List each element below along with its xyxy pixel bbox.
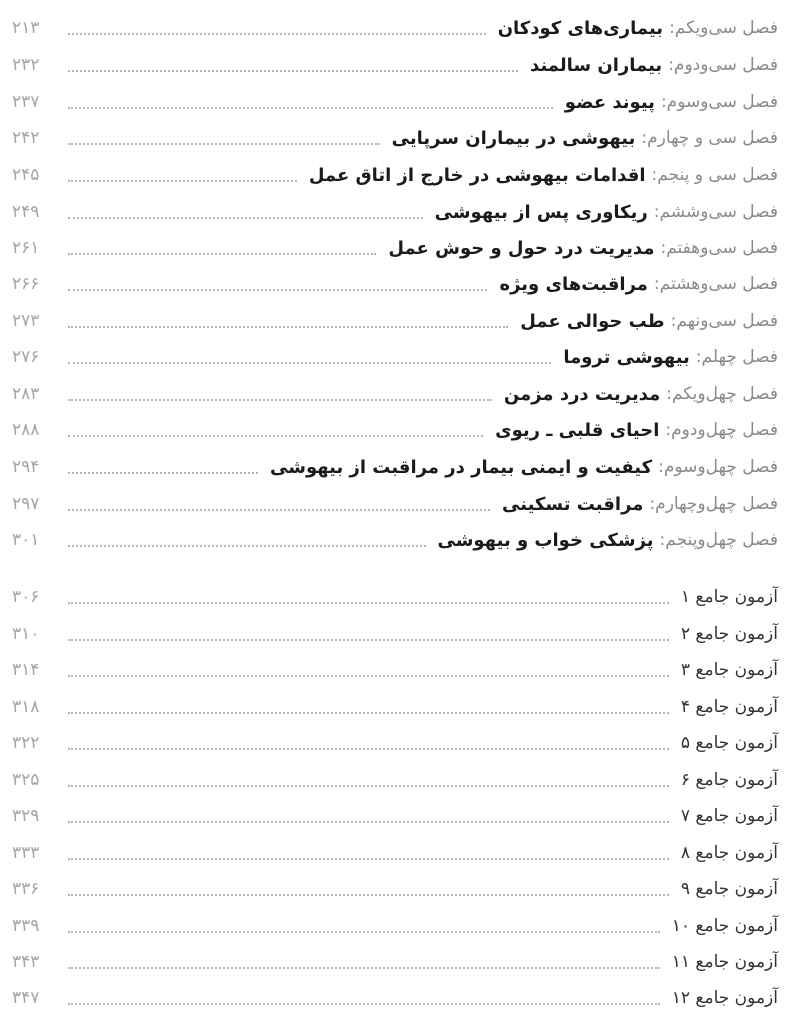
page-number: ۲۱۳ — [12, 18, 40, 38]
chapter-title: بیماران سالمند — [530, 54, 663, 76]
page-number: ۲۹۴ — [12, 457, 40, 477]
dot-leader — [68, 784, 669, 787]
chapter-label: فصل چهل‌ودوم: — [665, 420, 778, 440]
chapter-label: فصل سی‌وهفتم: — [660, 238, 778, 258]
page-number: ۳۴۳ — [12, 952, 40, 972]
toc-row-exam-7[interactable] — [12, 798, 778, 834]
chapter-label: فصل سی و چهارم: — [641, 128, 778, 148]
exam-title: آزمون جامع ۱۱ — [671, 952, 778, 972]
chapter-label: فصل چهل‌ویکم: — [666, 384, 778, 404]
chapter-label: فصل سی و پنجم: — [651, 165, 778, 185]
chapter-label: فصل سی‌ونهم: — [670, 311, 778, 331]
exam-title: آزمون جامع ۶ — [680, 770, 778, 790]
page-number: ۳۱۴ — [12, 660, 40, 680]
chapter-title: طب حوالی عمل — [520, 310, 665, 332]
exam-title: آزمون جامع ۴ — [680, 697, 778, 717]
page-number: ۳۳۹ — [12, 916, 40, 936]
chapter-title: پیوند عضو — [564, 91, 655, 113]
toc-row-chapter-38[interactable] — [12, 266, 778, 302]
chapter-label: فصل چهلم: — [695, 347, 778, 367]
dot-leader — [68, 325, 508, 328]
dot-leader — [68, 711, 669, 714]
dot-leader — [68, 601, 669, 604]
toc-row-chapter-42[interactable] — [12, 412, 778, 448]
toc-row-chapter-39[interactable] — [12, 303, 778, 339]
page-number: ۲۴۵ — [12, 165, 40, 185]
dot-leader — [68, 857, 669, 860]
chapter-label: فصل چهل‌وسوم: — [658, 457, 778, 477]
exam-title: آزمون جامع ۲ — [680, 624, 778, 644]
dot-leader — [68, 361, 551, 364]
toc-row-exam-8[interactable] — [12, 835, 778, 871]
dot-leader — [68, 966, 660, 969]
dot-leader — [68, 674, 669, 677]
chapter-title: کیفیت و ایمنی بیمار در مراقبت از بیهوشی — [270, 456, 653, 478]
exam-title: آزمون جامع ۷ — [680, 806, 778, 826]
dot-leader — [68, 471, 258, 474]
toc-row-exam-12[interactable] — [12, 980, 778, 1016]
exam-title: آزمون جامع ۸ — [680, 843, 778, 863]
toc-row-exam-2[interactable] — [12, 616, 778, 652]
toc-row-chapter-44[interactable] — [12, 486, 778, 522]
toc-row-exam-3[interactable] — [12, 652, 778, 688]
dot-leader — [68, 216, 423, 219]
page-number: ۲۷۶ — [12, 347, 40, 367]
dot-leader — [68, 32, 486, 35]
page-number: ۳۲۲ — [12, 733, 40, 753]
toc-row-chapter-35[interactable] — [12, 157, 778, 193]
toc-row-chapter-36[interactable] — [12, 194, 778, 230]
chapter-title: پزشکی خواب و بیهوشی — [437, 529, 654, 551]
page-number: ۲۶۱ — [12, 238, 40, 258]
chapter-title: ریکاوری پس از بیهوشی — [434, 201, 648, 223]
toc-row-exam-4[interactable] — [12, 689, 778, 725]
dot-leader — [68, 434, 483, 437]
chapter-title: مراقبت‌های ویژه — [499, 273, 648, 295]
toc-row-chapter-31[interactable] — [12, 10, 778, 46]
dot-leader — [68, 1002, 660, 1005]
page-number: ۳۰۱ — [12, 530, 40, 550]
page-number: ۳۴۷ — [12, 988, 40, 1008]
dot-leader — [68, 106, 553, 109]
exam-title: آزمون جامع ۵ — [680, 733, 778, 753]
dot-leader — [68, 820, 669, 823]
toc-row-chapter-37[interactable] — [12, 230, 778, 266]
dot-leader — [68, 893, 669, 896]
toc-row-chapter-45[interactable] — [12, 522, 778, 558]
toc-row-chapter-41[interactable] — [12, 376, 778, 412]
page-number: ۳۳۶ — [12, 879, 40, 899]
dot-leader — [68, 930, 660, 933]
toc-row-chapter-43[interactable] — [12, 449, 778, 485]
page-number: ۲۷۳ — [12, 311, 40, 331]
page-number: ۲۴۹ — [12, 202, 40, 222]
exam-title: آزمون جامع ۳ — [680, 660, 778, 680]
chapter-label: فصل سی‌وهشتم: — [653, 274, 778, 294]
dot-leader — [68, 544, 426, 547]
chapter-label: فصل سی‌وسوم: — [660, 92, 778, 112]
exam-title: آزمون جامع ۱۲ — [671, 988, 778, 1008]
dot-leader — [68, 142, 380, 145]
page-number: ۲۴۲ — [12, 128, 40, 148]
chapter-title: بیماری‌های کودکان — [497, 17, 664, 39]
toc-row-chapter-33[interactable] — [12, 84, 778, 120]
page-number: ۳۱۰ — [12, 624, 40, 644]
page-number: ۲۸۸ — [12, 420, 40, 440]
dot-leader — [68, 747, 669, 750]
dot-leader — [68, 288, 487, 291]
dot-leader — [68, 69, 518, 72]
page-number: ۲۶۶ — [12, 274, 40, 294]
page-number: ۳۰۶ — [12, 587, 40, 607]
chapter-title: مراقبت تسکینی — [502, 493, 644, 515]
toc-row-exam-11[interactable] — [12, 944, 778, 980]
toc-row-exam-9[interactable] — [12, 871, 778, 907]
exam-title: آزمون جامع ۱ — [680, 587, 778, 607]
page-number: ۲۹۷ — [12, 494, 40, 514]
dot-leader — [68, 638, 669, 641]
toc-row-exam-1[interactable] — [12, 579, 778, 615]
toc-row-exam-6[interactable] — [12, 762, 778, 798]
chapter-label: فصل سی‌ویکم: — [669, 18, 778, 38]
chapter-title: اقدامات بیهوشی در خارج از اتاق عمل — [308, 164, 646, 186]
chapter-title: بیهوشی تروما — [563, 346, 690, 368]
chapter-label: فصل چهل‌وچهارم: — [649, 494, 778, 514]
page-number: ۳۳۳ — [12, 843, 40, 863]
toc-row-exam-5[interactable] — [12, 725, 778, 761]
page-number: ۳۲۵ — [12, 770, 40, 790]
exam-title: آزمون جامع ۱۰ — [671, 916, 778, 936]
page-number: ۳۲۹ — [12, 806, 40, 826]
toc-row-exam-10[interactable] — [12, 908, 778, 944]
dot-leader — [68, 398, 492, 401]
dot-leader — [68, 179, 297, 182]
dot-leader — [68, 508, 490, 511]
toc-row-chapter-32[interactable] — [12, 47, 778, 83]
page-number: ۲۸۳ — [12, 384, 40, 404]
chapter-label: فصل چهل‌وپنجم: — [659, 530, 778, 550]
page-number: ۳۱۸ — [12, 697, 40, 717]
toc-row-chapter-34[interactable] — [12, 120, 778, 156]
chapter-title: احیای قلبی ـ ریوی — [495, 419, 660, 441]
chapter-title: مدیریت درد مزمن — [503, 383, 661, 405]
chapter-label: فصل سی‌ودوم: — [668, 55, 778, 75]
chapter-title: مدیریت درد حول و حوش عمل — [388, 237, 655, 259]
exam-title: آزمون جامع ۹ — [680, 879, 778, 899]
page-number: ۲۳۷ — [12, 92, 40, 112]
page-number: ۲۳۲ — [12, 55, 40, 75]
chapter-label: فصل سی‌وششم: — [653, 202, 778, 222]
dot-leader — [68, 252, 376, 255]
toc-row-chapter-40[interactable] — [12, 339, 778, 375]
chapter-title: بیهوشی در بیماران سرپایی — [391, 127, 636, 149]
